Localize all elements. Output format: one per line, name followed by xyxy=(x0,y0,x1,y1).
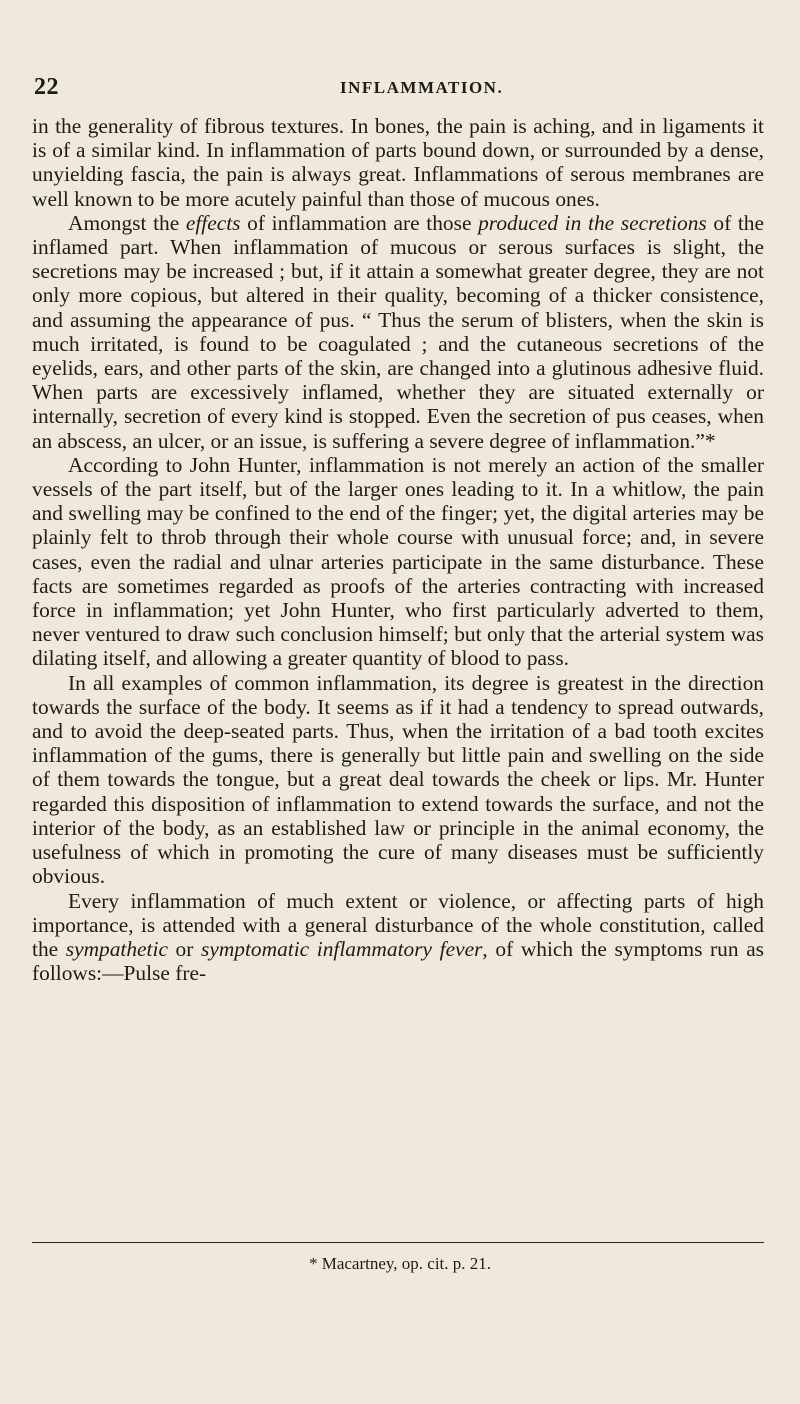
paragraph-5 xyxy=(32,889,764,986)
paragraph-4 xyxy=(32,671,764,889)
footnote: * Macartney, op. cit. p. 21. xyxy=(308,1254,492,1273)
paragraph-2 xyxy=(32,211,764,453)
running-title: INFLAMMATION. xyxy=(340,78,504,97)
text-run: Every inflammation of much extent or violence, or affecting parts of high importance, is attended with a general disturbance of the whole constitution, called the xyxy=(32,888,764,961)
text-run: of inflammation are those xyxy=(240,210,479,235)
text-run: Amongst the xyxy=(68,210,186,235)
page-number: 22 xyxy=(34,74,59,100)
italic-run: effects xyxy=(185,210,241,235)
body-text xyxy=(32,114,764,985)
text-run: , of which the symptoms run as follows:—Pulse fre- xyxy=(32,936,765,986)
paragraph-3 xyxy=(32,453,764,671)
text-run: of the inflamed part. When inflammation of mucous or serous surfaces is slight, the secretions may be increased ; but, if it attain a somewhat greater degree, they are not only more copious, but altered in their quality, becoming of a thicker consistence, and assuming the appearance of pus. “ Thus the serum of blisters, when the skin is much irritated, is found to be coagulated ; and the cutaneous secretions of the eyelids, ears, and other parts of the skin, are changed into a glutinous adhesive fluid. When parts are excessively inflamed, whether they are situated externally or internally, secretion of every kind is stopped. Even the secretion of pus ceases, when an abscess, an ulcer, or an issue, is suffering a severe degree of inflammation.”* xyxy=(32,210,764,453)
page-header xyxy=(34,74,760,104)
text-run: According to John Hunter, inflammation is not merely an action of the smaller vessels of the part itself, but of the larger ones leading to it. In a whitlow, the pain and swelling may be confined to the end of the finger; yet, the digital arteries may be plainly felt to throb through their whole course with unusual force; and, in severe cases, even the radial and ulnar arteries participate in the same disturbance. These facts are sometimes regarded as proofs of the arteries contracting with increased force in inflammation; yet John Hunter, who first particularly adverted to them, never ventured to draw such conclusion himself; but only that the arterial system was dilating itself, and allowing a greater quantity of blood to pass. xyxy=(32,452,764,671)
text-run: or xyxy=(167,936,202,961)
text-run: In all examples of common inflammation, its degree is greatest in the direction towards the surface of the body. It seems as if it had a tendency to spread outwards, and to avoid the deep-seated parts. Thus, when the irritation of a bad tooth excites inflammation of the gums, there is generally but little pain and swelling on the side of them towards the tongue, but a great deal towards the cheek or lips. Mr. Hunter regarded this disposition of inflammation to extend towards the surface, and not the interior of the body, as an established law or principle in the animal economy, the usefulness of which in promoting the cure of many diseases must be sufficiently obvious. xyxy=(32,670,764,889)
paragraph-1 xyxy=(32,114,764,211)
footnote-rule xyxy=(32,1242,764,1243)
italic-run: produced in the secretions xyxy=(478,210,707,235)
italic-run: sympathetic xyxy=(65,936,168,961)
text-run: in the generality of fibrous textures. In bones, the pain is aching, and in ligaments it is of a similar kind. In inflammation of parts bound down, or surrounded by a dense, unyielding fascia, the pain is always great. Inflammations of serous membranes are well known to be more acutely painful than those of mucous ones. xyxy=(32,114,764,211)
italic-run: symptomatic inflammatory fever xyxy=(201,936,483,961)
